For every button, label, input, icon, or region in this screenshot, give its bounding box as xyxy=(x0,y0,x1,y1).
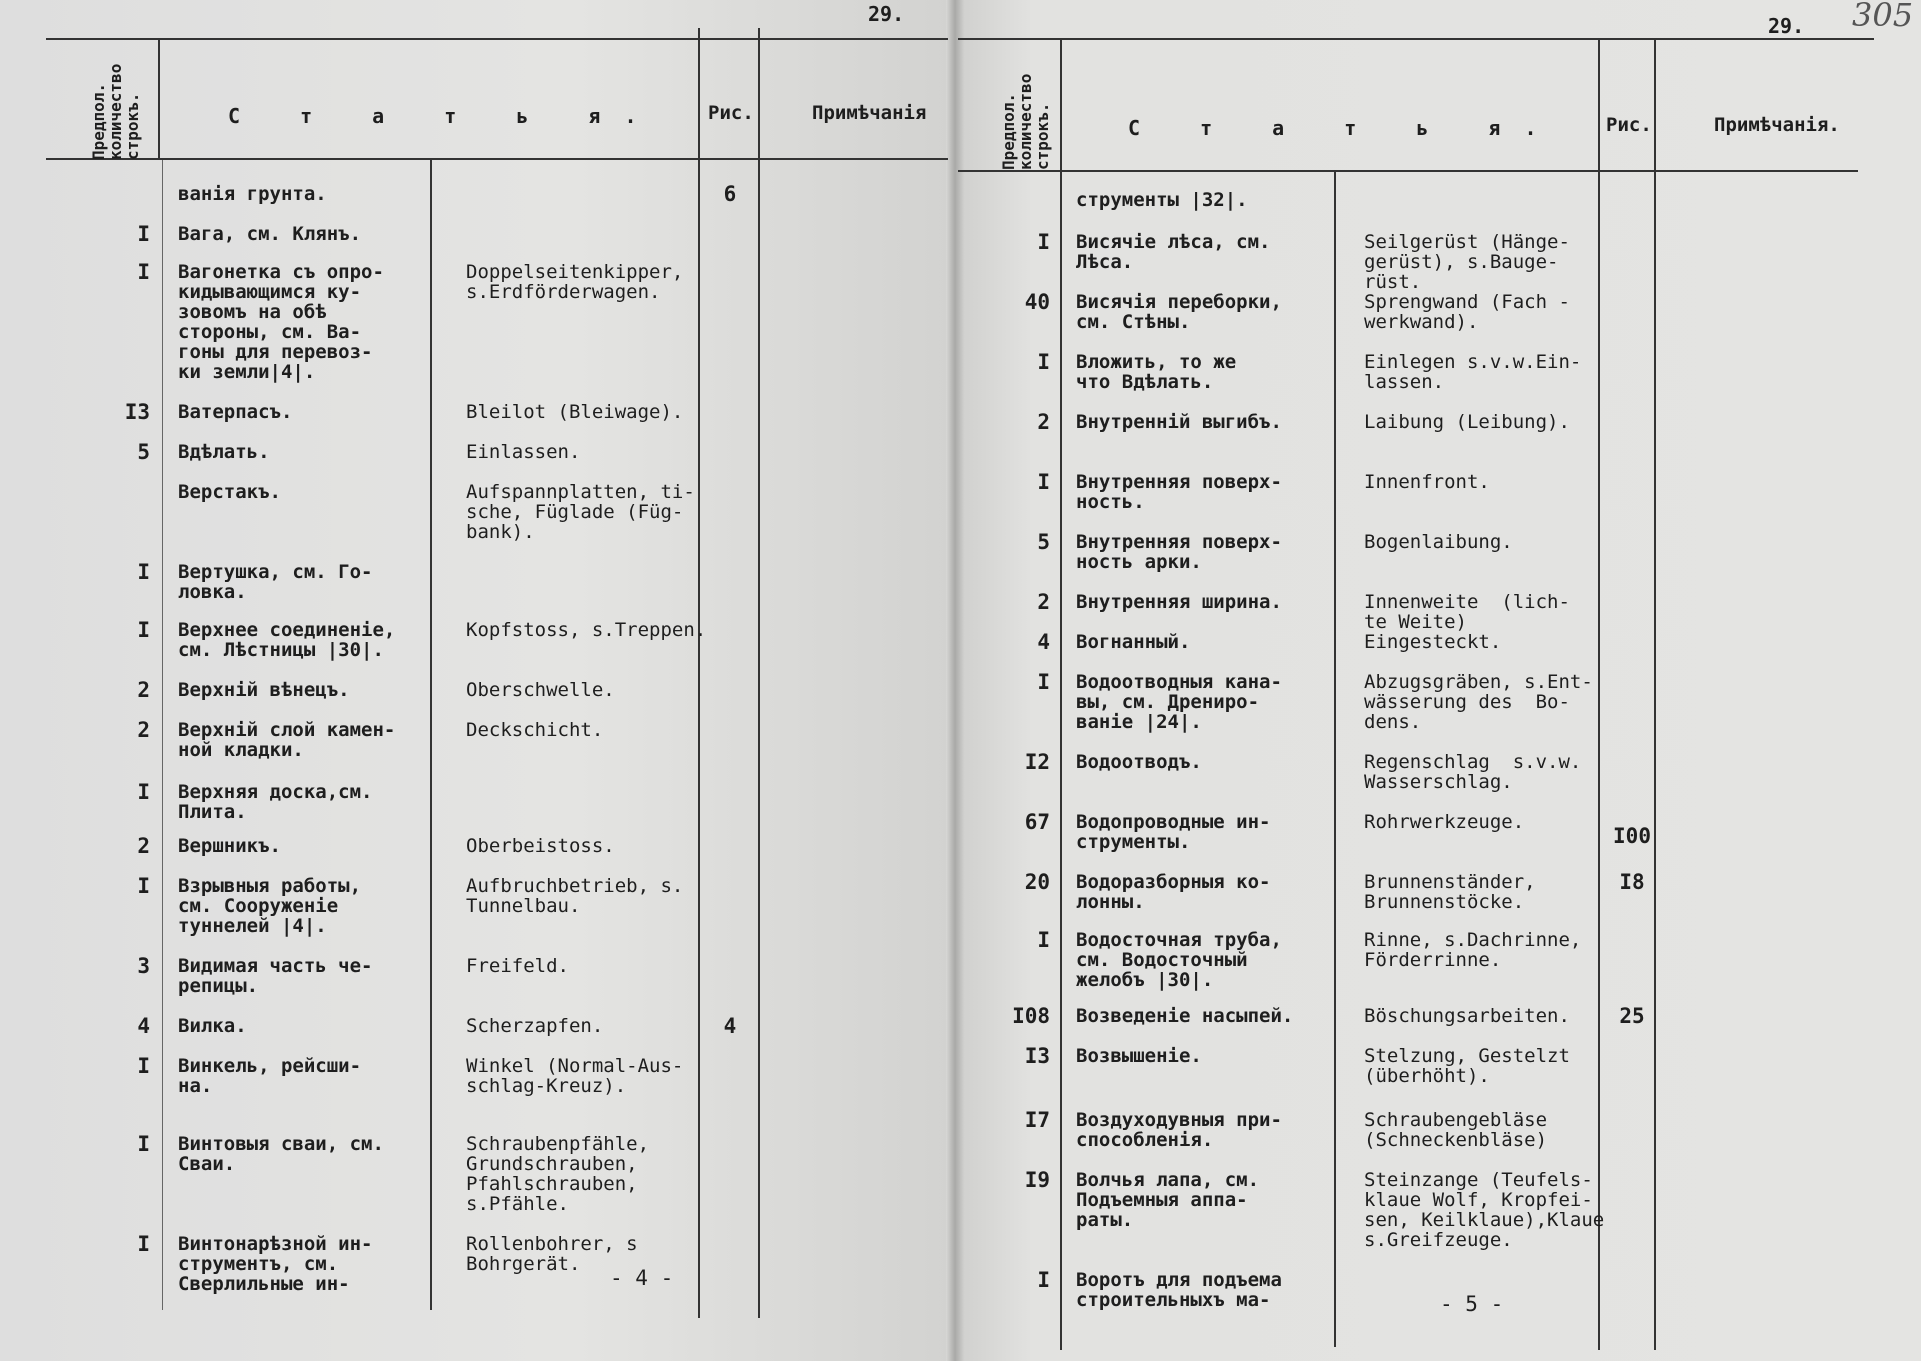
header-notes-right: Примѣчанія. xyxy=(1714,114,1840,136)
entry-count: I xyxy=(137,560,150,584)
col-rule-left-german xyxy=(430,160,432,1310)
entry-term: Верхній слой камен- ной кладки. xyxy=(178,719,396,761)
entry-term: Винтовыя сваи, см. Сваи. xyxy=(178,1133,384,1175)
entry-german: Oberbeistoss. xyxy=(466,835,615,857)
entry-term: Вилка. xyxy=(178,1015,247,1037)
entry-german: Kopfstoss, s.Treppen. xyxy=(466,619,707,641)
entry-term: Воротъ для подъема строительныхъ ма- xyxy=(1076,1269,1282,1311)
entry-german: Seilgerüst (Hänge- gerüst), s.Bauge- rüst. xyxy=(1364,231,1570,293)
entry-german: Sprengwand (Fach - werkwand). xyxy=(1364,291,1570,333)
entry-count: 2 xyxy=(137,718,150,742)
entry-german: Eingesteckt. xyxy=(1364,631,1502,653)
entry-term: Водоотводныя кана- вы, см. Дрениро- ваніе |24|. xyxy=(1076,671,1282,733)
entry-german: Einlassen. xyxy=(466,441,581,463)
entry-term: Верстакъ. xyxy=(178,481,281,503)
entry-german: Brunnenständer, Brunnenstöcke. xyxy=(1364,871,1536,913)
entry-count: I xyxy=(1037,350,1050,374)
entry-german: Winkel (Normal-Aus- schlag-Kreuz). xyxy=(466,1055,684,1097)
entry-term: Возведеніе насыпей. xyxy=(1076,1005,1294,1027)
entry-german: Aufspannplatten, ti- sche, Füglade (Füg- bank). xyxy=(466,481,695,543)
entry-count: I7 xyxy=(1024,1108,1050,1132)
entry-german: Aufbruchbetrieb, s. Tunnelbau. xyxy=(466,875,684,917)
page-number-right: 29. xyxy=(1768,14,1805,38)
entry-term: Верхнее соединеніе, см. Лѣстницы |30|. xyxy=(178,619,396,661)
entry-term: Видимая часть че- репицы. xyxy=(178,955,373,997)
entry-count: 4 xyxy=(137,1014,150,1038)
entry-count: I xyxy=(1037,470,1050,494)
entry-term: Водоотводъ. xyxy=(1076,751,1202,773)
entry-count: I9 xyxy=(1024,1168,1050,1192)
entry-term: Ватерпасъ. xyxy=(178,401,293,423)
entry-term: Водопроводные ин- струменты. xyxy=(1076,811,1271,853)
header-article-left: С т а т ь я. xyxy=(228,104,661,128)
entry-term: Вертушка, см. Го- ловка. xyxy=(178,561,373,603)
entry-count: I3 xyxy=(124,400,150,424)
entry-term: Вложить, то же что Вдѣлать. xyxy=(1076,351,1237,393)
entry-term: Вагонетка съ опро- кидывающимся ку- зовомъ на обѣ стороны, см. Ва- гоны для перевоз- ки земли|4|. xyxy=(178,261,384,383)
entry-term: Винкель, рейсши- на. xyxy=(178,1055,362,1097)
entry-german: Oberschwelle. xyxy=(466,679,615,701)
entry-german: Deckschicht. xyxy=(466,719,604,741)
entry-term: Воздуходувныя при- способленія. xyxy=(1076,1109,1282,1151)
header-rule-left xyxy=(46,158,948,160)
entry-term: ванія грунта. xyxy=(178,183,327,205)
entry-count: I2 xyxy=(1024,750,1050,774)
entry-figure: 25 xyxy=(1619,1004,1645,1028)
entry-term: Вага, см. Клянъ. xyxy=(178,223,362,245)
page-number-left: 29. xyxy=(868,2,905,26)
entry-term: Волчья лапа, см. Подъемныя аппа- раты. xyxy=(1076,1169,1260,1231)
col-rule-left-3 xyxy=(758,28,760,1318)
entry-count: I xyxy=(137,874,150,898)
entry-german: Rollenbohrer, s Bohrgerät. xyxy=(466,1233,638,1275)
entry-german: Freifeld. xyxy=(466,955,569,977)
header-fig-left: Рис. xyxy=(708,102,754,124)
entry-german: Bogenlaibung. xyxy=(1364,531,1513,553)
col-rule-right-3 xyxy=(1654,40,1656,1350)
table-top-rule-left xyxy=(46,38,948,40)
col-rule-left-count xyxy=(162,160,163,1310)
entry-count: I xyxy=(137,222,150,246)
entry-count: I xyxy=(137,260,150,284)
entry-german: Laibung (Leibung). xyxy=(1364,411,1570,433)
entry-term: Висячіе лѣса, см. Лѣса. xyxy=(1076,231,1271,273)
entry-term: Верхняя доска,см. Плита. xyxy=(178,781,373,823)
entry-term: струменты |32|. xyxy=(1076,189,1248,211)
entry-count: I xyxy=(1037,670,1050,694)
footer-right: - 5 - xyxy=(1440,1292,1504,1316)
entry-term: Висячія переборки, см. Стѣны. xyxy=(1076,291,1282,333)
entry-count: 5 xyxy=(1037,530,1050,554)
entry-count: I xyxy=(137,1054,150,1078)
entry-count: I xyxy=(137,1132,150,1156)
header-count-left: Предпол. количество строкъ. xyxy=(89,63,142,160)
header-count-right: Предпол. количество строкъ. xyxy=(999,73,1052,170)
entry-german: Abzugsgräben, s.Ent- wässerung des Bo- dens. xyxy=(1364,671,1593,733)
entry-german: Rohrwerkzeuge. xyxy=(1364,811,1525,833)
col-rule-left-1 xyxy=(158,40,160,160)
col-rule-right-2 xyxy=(1598,40,1600,1350)
entry-count: 2 xyxy=(137,834,150,858)
entry-german: Innenfront. xyxy=(1364,471,1490,493)
entry-count: 5 xyxy=(137,440,150,464)
entry-term: Взрывныя работы, см. Сооруженіе туннелей |4|. xyxy=(178,875,362,937)
entry-count: I xyxy=(137,618,150,642)
entry-count: 4 xyxy=(1037,630,1050,654)
header-rule-right xyxy=(958,170,1858,172)
entry-figure: I8 xyxy=(1619,870,1645,894)
entry-term: Верхній вѣнецъ. xyxy=(178,679,350,701)
entry-count: 3 xyxy=(137,954,150,978)
header-article-right: С т а т ь я. xyxy=(1128,116,1561,140)
entry-count: 2 xyxy=(1037,410,1050,434)
entry-german: Schraubengebläse (Schneckenbläse) xyxy=(1364,1109,1548,1151)
handwritten-folio-number: 305 xyxy=(1852,0,1914,34)
entry-term: Водоразборныя ко- лонны. xyxy=(1076,871,1271,913)
entry-term: Винтонарѣзной ин- струментъ, см. Сверлильные ин- xyxy=(178,1233,373,1295)
entry-count: 67 xyxy=(1024,810,1050,834)
entry-figure: I00 xyxy=(1613,824,1651,848)
entry-count: 2 xyxy=(137,678,150,702)
entry-count: I08 xyxy=(1012,1004,1050,1028)
entry-count: 20 xyxy=(1024,870,1050,894)
entry-german: Bleilot (Bleiwage). xyxy=(466,401,684,423)
entry-figure: 4 xyxy=(723,1014,737,1038)
entry-german: Regenschlag s.v.w. Wasserschlag. xyxy=(1364,751,1582,793)
entry-term: Вдѣлать. xyxy=(178,441,270,463)
entry-count: I xyxy=(1037,230,1050,254)
entry-term: Вогнанный. xyxy=(1076,631,1191,653)
entry-count: 40 xyxy=(1024,290,1050,314)
entry-german: Innenweite (lich- te Weite) xyxy=(1364,591,1570,633)
entry-count: I xyxy=(137,1232,150,1256)
entry-term: Внутренняя поверх- ность арки. xyxy=(1076,531,1282,573)
entry-term: Внутренняя поверх- ность. xyxy=(1076,471,1282,513)
book-gutter xyxy=(946,0,964,1361)
entry-german: Böschungsarbeiten. xyxy=(1364,1005,1570,1027)
entry-count: I3 xyxy=(1024,1044,1050,1068)
col-rule-left-2 xyxy=(698,28,700,1318)
entry-german: Rinne, s.Dachrinne, Förderrinne. xyxy=(1364,929,1582,971)
header-notes-left: Примѣчанія xyxy=(812,102,927,124)
table-top-rule-right xyxy=(958,38,1874,40)
header-fig-right: Рис. xyxy=(1606,114,1652,136)
entry-german: Stelzung, Gestelzt (überhöht). xyxy=(1364,1045,1570,1087)
entry-german: Schraubenpfähle, Grundschrauben, Pfahlschrauben, s.Pfähle. xyxy=(466,1133,650,1215)
entry-term: Возвышеніе. xyxy=(1076,1045,1202,1067)
entry-count: I xyxy=(137,780,150,804)
entry-term: Внутренній выгибъ. xyxy=(1076,411,1282,433)
entry-count: I xyxy=(1037,928,1050,952)
entry-figure: 6 xyxy=(723,182,737,206)
entry-count: 2 xyxy=(1037,590,1050,614)
entry-german: Scherzapfen. xyxy=(466,1015,604,1037)
entry-german: Einlegen s.v.w.Ein- lassen. xyxy=(1364,351,1582,393)
col-rule-right-german xyxy=(1334,172,1336,1347)
entry-german: Doppelseitenkipper, s.Erdförderwagen. xyxy=(466,261,684,303)
entry-term: Вершникъ. xyxy=(178,835,281,857)
col-rule-right-1 xyxy=(1060,40,1062,1350)
footer-left: - 4 - xyxy=(610,1266,674,1290)
entry-term: Внутренняя ширина. xyxy=(1076,591,1282,613)
entry-german: Steinzange (Teufels- klaue Wolf, Kropfei- sen, Keilklaue),Klaue s.Greifzeuge. xyxy=(1364,1169,1605,1251)
entry-term: Водосточная труба, см. Водосточный желобъ |30|. xyxy=(1076,929,1282,991)
entry-count: I xyxy=(1037,1268,1050,1292)
